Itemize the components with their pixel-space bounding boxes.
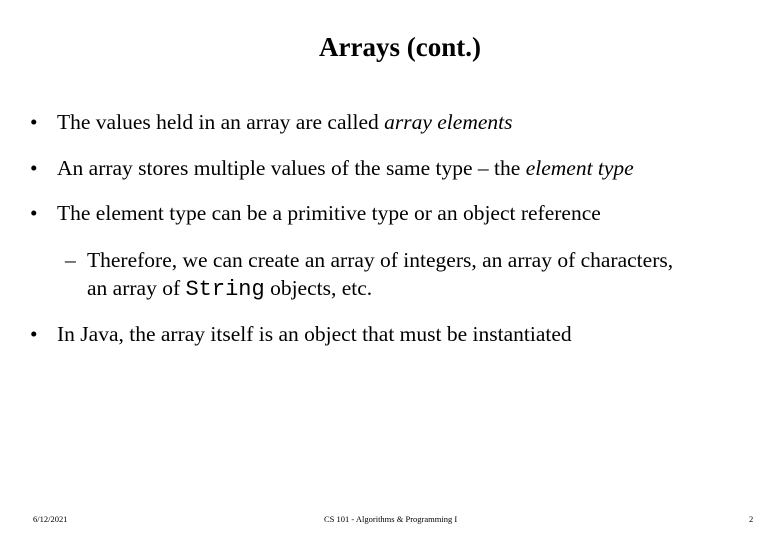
subbullet-line-2 [87, 274, 767, 304]
subbullet-marker: – [65, 248, 76, 272]
bullet-text: In Java, the array itself is an object that must be instantiated [57, 322, 572, 346]
bullet-marker: • [30, 201, 38, 225]
slide-title: Arrays (cont.) [319, 32, 481, 62]
bullet-element-type [30, 155, 634, 182]
bullet-array-elements [30, 109, 512, 136]
bullet-text: The values held in an array are called [57, 110, 385, 134]
footer-date: 6/12/2021 [33, 514, 68, 524]
bullet-marker: • [30, 110, 38, 134]
subbullet-line-2-prefix: an array of [87, 276, 186, 300]
bullet-text: An array stores multiple values of the same type – the [57, 156, 526, 180]
subbullet-text [87, 246, 767, 304]
subbullet-line-1: Therefore, we can create an array of integers, an array of characters, [87, 248, 674, 272]
bullet-primitive-or-reference [30, 200, 601, 227]
bullet-marker: • [30, 322, 38, 346]
bullet-emphasis: element type [525, 156, 634, 180]
bullet-text: The element type can be a primitive type or an object reference [57, 201, 601, 225]
code-string: String [185, 277, 265, 302]
footer-page-number: 2 [749, 514, 754, 524]
bullet-marker: • [30, 156, 38, 180]
subbullet-line-2-suffix: objects, etc. [264, 276, 373, 300]
footer-course: CS 101 - Algorithms & Programming I [324, 514, 458, 524]
bullet-array-object [30, 321, 572, 348]
bullet-emphasis: array elements [384, 110, 513, 134]
